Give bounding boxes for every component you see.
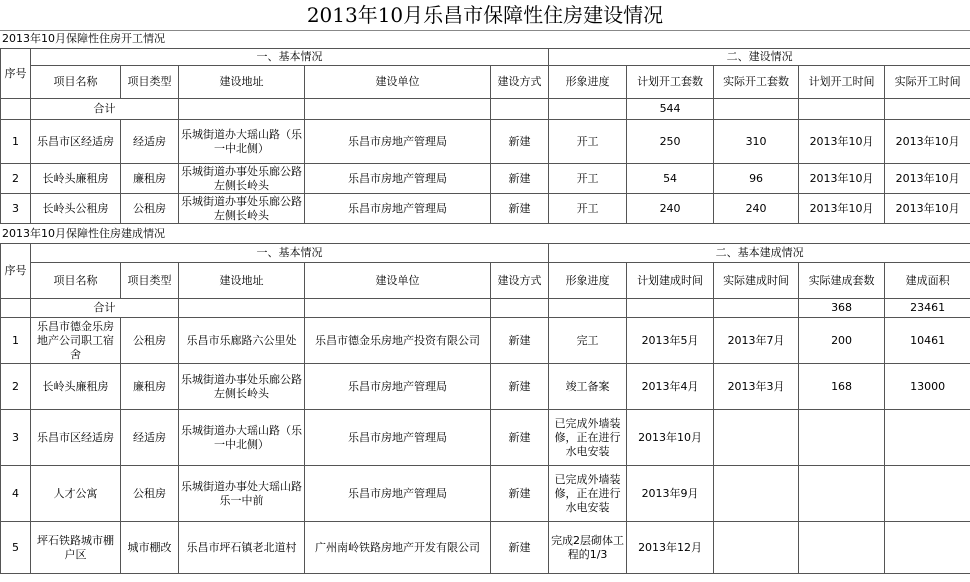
row-units: 200	[799, 318, 885, 364]
seq-header: 序号	[1, 49, 31, 99]
row-plan-time: 2013年10月	[799, 120, 885, 164]
total-row	[1, 99, 970, 120]
header-actual-time: 实际开工时间	[885, 66, 970, 99]
row-progress: 已完成外墙装修，正在进行水电安装	[549, 466, 627, 522]
row-method: 新建	[491, 410, 549, 466]
row-progress: 开工	[549, 120, 627, 164]
row-area	[885, 410, 970, 466]
row-seq: 3	[1, 410, 31, 466]
row-planned: 240	[627, 194, 714, 224]
row-units	[799, 522, 885, 574]
row-plan-time: 2013年10月	[627, 410, 714, 466]
row-seq: 1	[1, 318, 31, 364]
table-row	[1, 522, 970, 574]
row-type: 廉租房	[121, 164, 179, 194]
header-method: 建设方式	[491, 263, 549, 299]
header-planned-units: 计划开工套数	[627, 66, 714, 99]
row-progress: 开工	[549, 194, 627, 224]
row-seq: 3	[1, 194, 31, 224]
row-address: 乐城街道办事处乐廊公路左侧长岭头	[179, 364, 305, 410]
row-address: 乐城街道办事处乐廊公路左侧长岭头	[179, 164, 305, 194]
header-actual-units: 实际建成套数	[799, 263, 885, 299]
row-actual-time	[714, 466, 799, 522]
row-address: 乐城街道办大瑶山路（乐一中北侧）	[179, 120, 305, 164]
sheet-title: 2013年10月乐昌市保障性住房建设情况	[0, 0, 970, 31]
row-address: 乐昌市坪石镇老北道村	[179, 522, 305, 574]
header-planned-time: 计划建成时间	[627, 263, 714, 299]
row-seq: 2	[1, 164, 31, 194]
row-method: 新建	[491, 194, 549, 224]
total-planned: 544	[627, 99, 714, 120]
header-actual-time: 实际建成时间	[714, 263, 799, 299]
row-units: 168	[799, 364, 885, 410]
row-actual-time: 2013年10月	[885, 164, 970, 194]
row-address: 乐昌市乐廊路六公里处	[179, 318, 305, 364]
table-row	[1, 120, 970, 164]
row-actual-time: 2013年10月	[885, 194, 970, 224]
table-row	[1, 466, 970, 522]
row-plan-time: 2013年4月	[627, 364, 714, 410]
group-build-header: 二、基本建成情况	[549, 244, 970, 263]
row-unit: 乐昌市房地产管理局	[305, 466, 491, 522]
row-units	[799, 410, 885, 466]
row-seq: 4	[1, 466, 31, 522]
row-progress: 已完成外墙装修，正在进行水电安装	[549, 410, 627, 466]
start-section-label: 2013年10月保障性住房开工情况	[2, 32, 165, 45]
row-unit: 乐昌市房地产管理局	[305, 164, 491, 194]
row-name: 长岭头廉租房	[31, 364, 121, 410]
total-units: 368	[799, 299, 885, 318]
row-method: 新建	[491, 120, 549, 164]
row-name: 乐昌市区经适房	[31, 120, 121, 164]
header-type: 项目类型	[121, 66, 179, 99]
row-method: 新建	[491, 466, 549, 522]
complete-section-label: 2013年10月保障性住房建成情况	[2, 227, 165, 240]
header-planned-time: 计划开工时间	[799, 66, 885, 99]
row-actual-time	[714, 410, 799, 466]
row-address: 乐城街道办大瑶山路（乐一中北侧）	[179, 410, 305, 466]
row-address: 乐城街道办事处大瑶山路乐一中前	[179, 466, 305, 522]
row-actual-time: 2013年10月	[885, 120, 970, 164]
row-progress: 完成2层砌体工程的1/3	[549, 522, 627, 574]
row-address: 乐城街道办事处乐廊公路左侧长岭头	[179, 194, 305, 224]
row-actual: 96	[714, 164, 799, 194]
row-actual-time	[714, 522, 799, 574]
header-unit: 建设单位	[305, 263, 491, 299]
row-name: 长岭头公租房	[31, 194, 121, 224]
header-actual-units: 实际开工套数	[714, 66, 799, 99]
header-type: 项目类型	[121, 263, 179, 299]
total-row	[1, 299, 970, 318]
table-row	[1, 194, 970, 224]
row-type: 经适房	[121, 410, 179, 466]
row-seq: 2	[1, 364, 31, 410]
row-unit: 乐昌市房地产管理局	[305, 364, 491, 410]
row-progress: 开工	[549, 164, 627, 194]
row-plan-time: 2013年10月	[799, 194, 885, 224]
row-name: 乐昌市区经适房	[31, 410, 121, 466]
row-progress: 竣工备案	[549, 364, 627, 410]
start-table	[0, 48, 970, 224]
row-type: 公租房	[121, 466, 179, 522]
total-area: 23461	[885, 299, 970, 318]
header-method: 建设方式	[491, 66, 549, 99]
row-seq: 1	[1, 120, 31, 164]
row-plan-time: 2013年10月	[799, 164, 885, 194]
total-label: 合计	[31, 299, 179, 318]
row-area	[885, 522, 970, 574]
header-address: 建设地址	[179, 66, 305, 99]
row-actual: 240	[714, 194, 799, 224]
row-unit: 乐昌市房地产管理局	[305, 120, 491, 164]
row-type: 城市棚改	[121, 522, 179, 574]
row-unit: 乐昌市房地产管理局	[305, 194, 491, 224]
group-build-header: 二、建设情况	[549, 49, 970, 66]
header-address: 建设地址	[179, 263, 305, 299]
row-method: 新建	[491, 364, 549, 410]
row-name: 乐昌市德金乐房地产公司职工宿舍	[31, 318, 121, 364]
header-area: 建成面积	[885, 263, 970, 299]
row-area	[885, 466, 970, 522]
row-type: 公租房	[121, 318, 179, 364]
table-row	[1, 410, 970, 466]
row-unit: 乐昌市房地产管理局	[305, 410, 491, 466]
row-name: 人才公寓	[31, 466, 121, 522]
row-plan-time: 2013年12月	[627, 522, 714, 574]
row-method: 新建	[491, 318, 549, 364]
row-actual-time: 2013年3月	[714, 364, 799, 410]
group-basic-header: 一、基本情况	[31, 49, 549, 66]
row-planned: 54	[627, 164, 714, 194]
header-name: 项目名称	[31, 263, 121, 299]
row-progress: 完工	[549, 318, 627, 364]
row-area: 10461	[885, 318, 970, 364]
table-row	[1, 318, 970, 364]
row-method: 新建	[491, 164, 549, 194]
seq-header: 序号	[1, 244, 31, 299]
row-actual-time: 2013年7月	[714, 318, 799, 364]
table-row	[1, 164, 970, 194]
row-name: 坪石铁路城市棚户区	[31, 522, 121, 574]
row-units	[799, 466, 885, 522]
row-type: 公租房	[121, 194, 179, 224]
row-name: 长岭头廉租房	[31, 164, 121, 194]
row-plan-time: 2013年9月	[627, 466, 714, 522]
row-unit: 广州南岭铁路房地产开发有限公司	[305, 522, 491, 574]
total-label: 合计	[31, 99, 179, 120]
row-type: 经适房	[121, 120, 179, 164]
row-plan-time: 2013年5月	[627, 318, 714, 364]
row-type: 廉租房	[121, 364, 179, 410]
complete-table	[0, 243, 970, 574]
row-seq: 5	[1, 522, 31, 574]
row-planned: 250	[627, 120, 714, 164]
row-actual: 310	[714, 120, 799, 164]
header-unit: 建设单位	[305, 66, 491, 99]
row-unit: 乐昌市德金乐房地产投资有限公司	[305, 318, 491, 364]
row-method: 新建	[491, 522, 549, 574]
row-area: 13000	[885, 364, 970, 410]
table-row	[1, 364, 970, 410]
header-progress: 形象进度	[549, 66, 627, 99]
group-basic-header: 一、基本情况	[31, 244, 549, 263]
header-progress: 形象进度	[549, 263, 627, 299]
header-name: 项目名称	[31, 66, 121, 99]
